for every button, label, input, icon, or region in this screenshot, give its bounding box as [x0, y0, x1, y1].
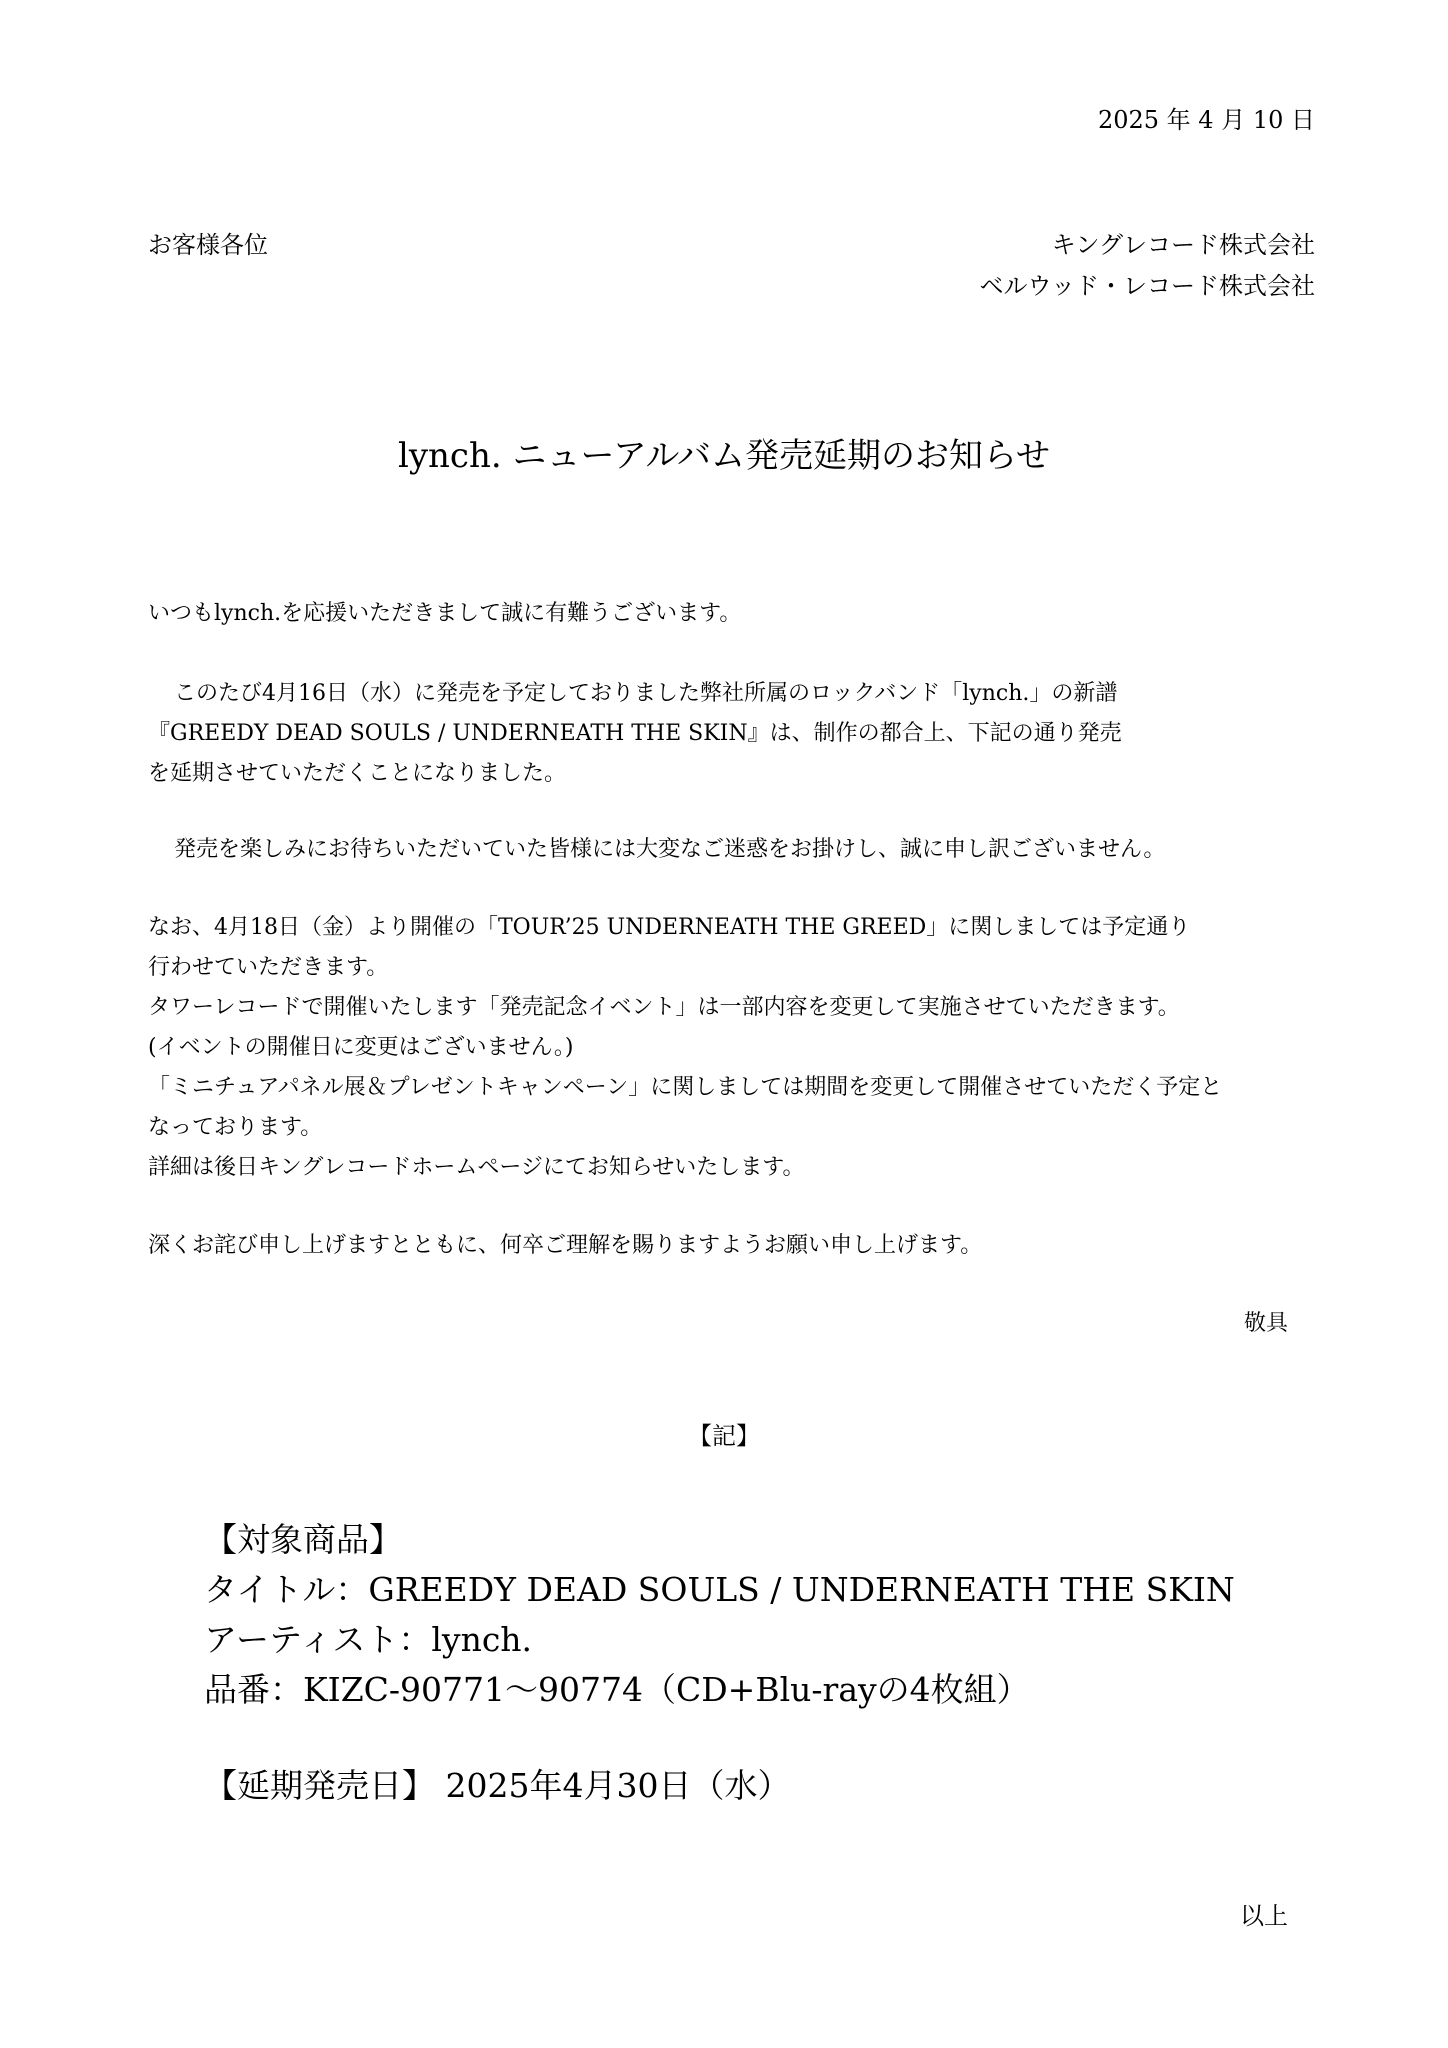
- paragraph1-line2: 『GREEDY DEAD SOULS / UNDERNEATH THE SKIN』は、制作の都合上、下記の通り発売: [148, 721, 1122, 746]
- product-heading: 【対象商品】: [204, 1520, 402, 1559]
- paragraph1-line3: を延期させていただくことになりました。: [148, 761, 567, 786]
- postponed-release-date: 【延期発売日】 2025年4月30日（水）: [204, 1766, 791, 1805]
- end-mark: 以上: [1240, 1902, 1288, 1930]
- record-heading: 【記】: [688, 1422, 760, 1450]
- paragraph3-line7: 詳細は後日キングレコードホームページにてお知らせいたします。: [148, 1155, 805, 1180]
- recipient: お客様各位: [148, 231, 268, 259]
- closing-keigu: 敬具: [1243, 1311, 1288, 1336]
- company-king-records: キングレコード株式会社: [1051, 231, 1315, 259]
- paragraph3-line1: なお、4月18日（金）より開催の「TOUR’25 UNDERNEATH THE GREED」に関しましては予定通り: [148, 915, 1191, 940]
- product-catalog-number: 品番：KIZC-90771～90774（CD+Blu-rayの4枚組）: [204, 1670, 1030, 1709]
- greeting: いつもlynch.を応援いただきまして誠に有難うございます。: [148, 601, 742, 626]
- document-title: lynch. ニューアルバム発売延期のお知らせ: [397, 436, 1051, 476]
- product-artist: アーティスト：lynch.: [204, 1620, 533, 1659]
- paragraph3-line2: 行わせていただきます。: [148, 955, 389, 980]
- product-title: タイトル：GREEDY DEAD SOULS / UNDERNEATH THE SKIN: [204, 1570, 1235, 1609]
- apology-paragraph: 発売を楽しみにお待ちいただいていた皆様には大変なご迷惑をお掛けし、誠に申し訳ございません。: [174, 837, 1166, 862]
- paragraph3-line4: (イベントの開催日に変更はございません。): [148, 1035, 574, 1060]
- paragraph3-line3: タワーレコードで開催いたします「発売記念イベント」は一部内容を変更して実施させていただきます。: [148, 995, 1180, 1020]
- paragraph3-line5: 「ミニチュアパネル展＆プレゼントキャンペーン」に関しましては期間を変更して開催させていただく予定と: [148, 1075, 1223, 1100]
- document-date: 2025 年 4 月 10 日: [1097, 106, 1315, 134]
- paragraph1-line1: このたび4月16日（水）に発売を予定しておりました弊社所属のロックバンド「lynch.」の新譜: [174, 681, 1118, 706]
- paragraph3-line6: なっております。: [148, 1115, 323, 1140]
- closing-request: 深くお詫び申し上げますとともに、何卒ご理解を賜りますようお願い申し上げます。: [148, 1233, 983, 1258]
- company-bellwood-records: ベルウッド・レコード株式会社: [979, 272, 1315, 300]
